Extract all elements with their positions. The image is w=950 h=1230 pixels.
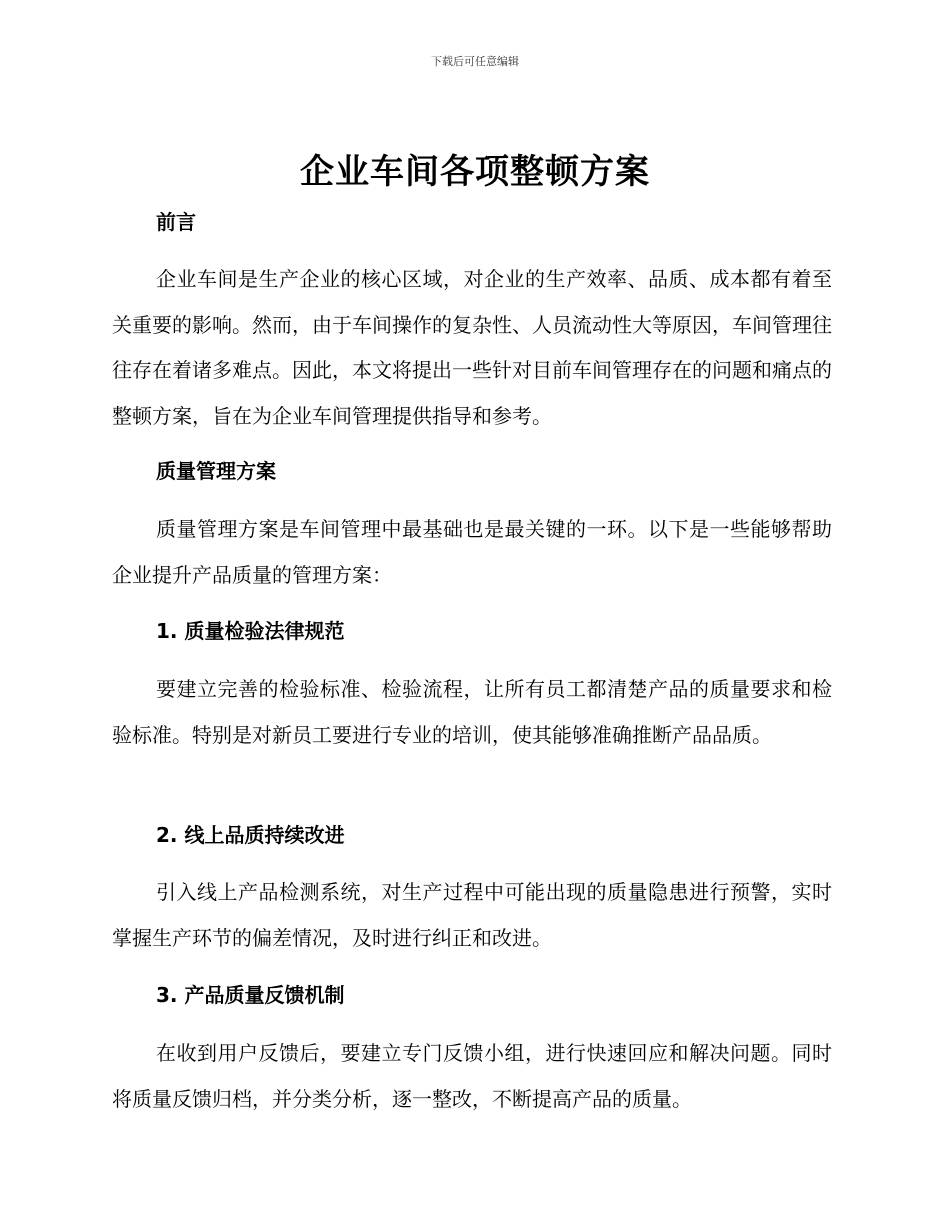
- paragraph-item-1: 要建立完善的检验标准、检验流程，让所有员工都清楚产品的质量要求和检验标准。特别是对新员工要进行专业的培训，使其能够准确推断产品品质。: [112, 677, 832, 747]
- paragraph-item-2: 引入线上产品检测系统，对生产过程中可能出现的质量隐患进行预警，实时掌握生产环节的偏差情况，及时进行纠正和改进。: [112, 880, 832, 950]
- page-header-note: 下载后可任意编辑: [431, 55, 519, 68]
- section-heading-item-1: 1. 质量检验法律规范: [156, 619, 345, 643]
- section-heading-quality-management: 质量管理方案: [156, 459, 276, 483]
- paragraph-item-3: 在收到用户反馈后，要建立专门反馈小组，进行快速回应和解决问题。同时将质量反馈归档，并分类分析，逐一整改，不断提高产品的质量。: [112, 1041, 832, 1111]
- section-heading-preface: 前言: [156, 210, 196, 234]
- paragraph-quality-management: 质量管理方案是车间管理中最基础也是最关键的一环。以下是一些能够帮助企业提升产品质量的管理方案：: [112, 517, 832, 587]
- document-title: 企业车间各项整顿方案: [300, 152, 650, 192]
- section-heading-item-3: 3. 产品质量反馈机制: [156, 983, 345, 1007]
- paragraph-preface: 企业车间是生产企业的核心区域，对企业的生产效率、品质、成本都有着至关重要的影响。然而，由于车间操作的复杂性、人员流动性大等原因，车间管理往往存在着诸多难点。因此，本文将提出一些针对目前车间管理存在的问题和痛点的整顿方案，旨在为企业车间管理提供指导和参考。: [112, 267, 832, 428]
- section-heading-item-2: 2. 线上品质持续改进: [156, 823, 345, 847]
